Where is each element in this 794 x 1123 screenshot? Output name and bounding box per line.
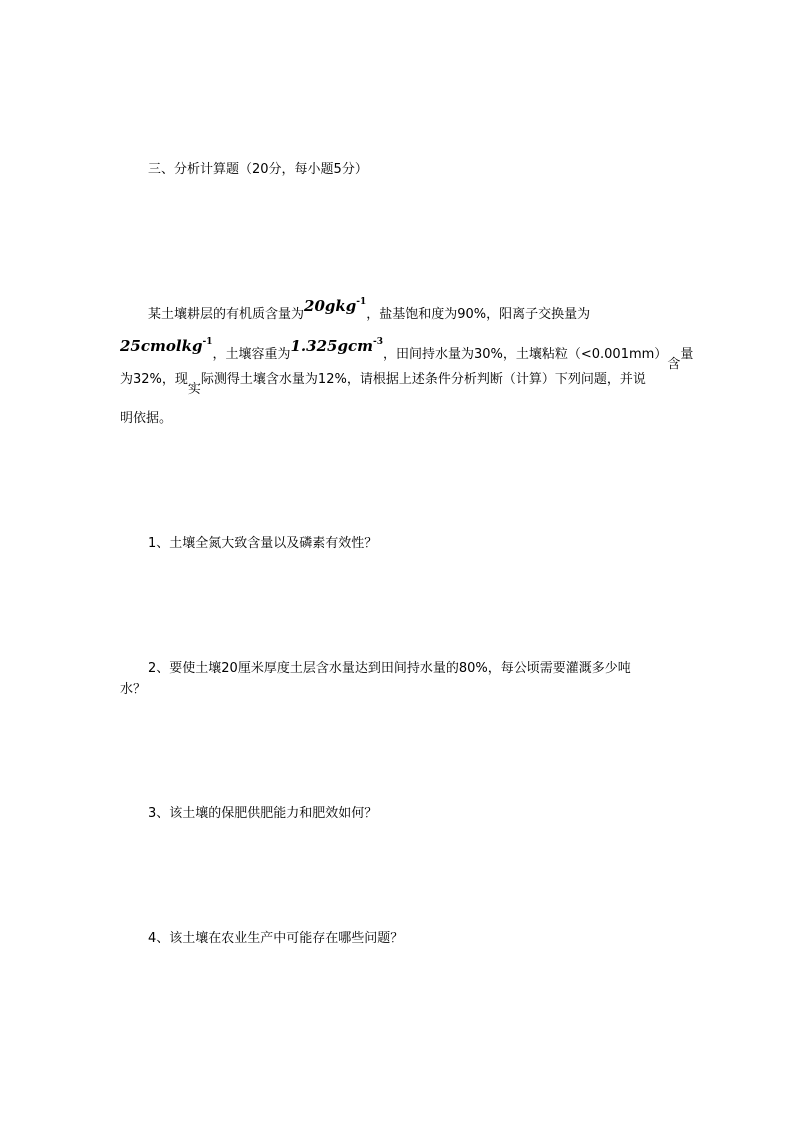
question-2-line-2: 水？ xyxy=(120,682,147,697)
question-4: 4、该土壤在农业生产中可能存在哪些问题？ xyxy=(148,931,404,946)
intro-text: 为32%，现 xyxy=(120,372,188,387)
intro-text: 实 xyxy=(187,382,201,397)
intro-line-1 xyxy=(148,297,591,325)
intro-text: 量 xyxy=(680,347,694,362)
question-1: 1、土壤全氮大致含量以及磷素有效性？ xyxy=(148,536,378,551)
intro-text: ，盐基饱和度为90%，阳离子交换量为 xyxy=(366,307,591,322)
intro-text: ，土壤容重为 xyxy=(212,347,291,362)
intro-line-3 xyxy=(120,370,646,397)
intro-text: 某土壤耕层的有机质含量为 xyxy=(148,307,305,322)
organic-matter-formula: 20gkg$^{-1}$ xyxy=(304,297,367,315)
question-2-line-1: 2、要使土壤20厘米厚度土层含水量达到田间持水量的80%，每公顷需要灌溉多少吨 xyxy=(148,661,631,676)
intro-line-2 xyxy=(120,337,694,372)
cec-formula: 25cmolkg$^{-1}$ xyxy=(120,337,213,355)
intro-line-4: 明依据。 xyxy=(120,411,173,426)
intro-text: 含 xyxy=(667,357,681,372)
intro-text: 际测得土壤含水量为12%，请根据上述条件分析判断（计算）下列问题，并说 xyxy=(200,372,646,387)
section-title: 三、分析计算题（20分，每小题5分） xyxy=(148,162,368,177)
bulk-density-formula: 1.325gcm$^{-3}$ xyxy=(290,337,383,355)
intro-text: ，田间持水量为30%，土壤粘粒（<0.001mm） xyxy=(382,347,668,362)
question-3: 3、该土壤的保肥供肥能力和肥效如何？ xyxy=(148,806,378,821)
